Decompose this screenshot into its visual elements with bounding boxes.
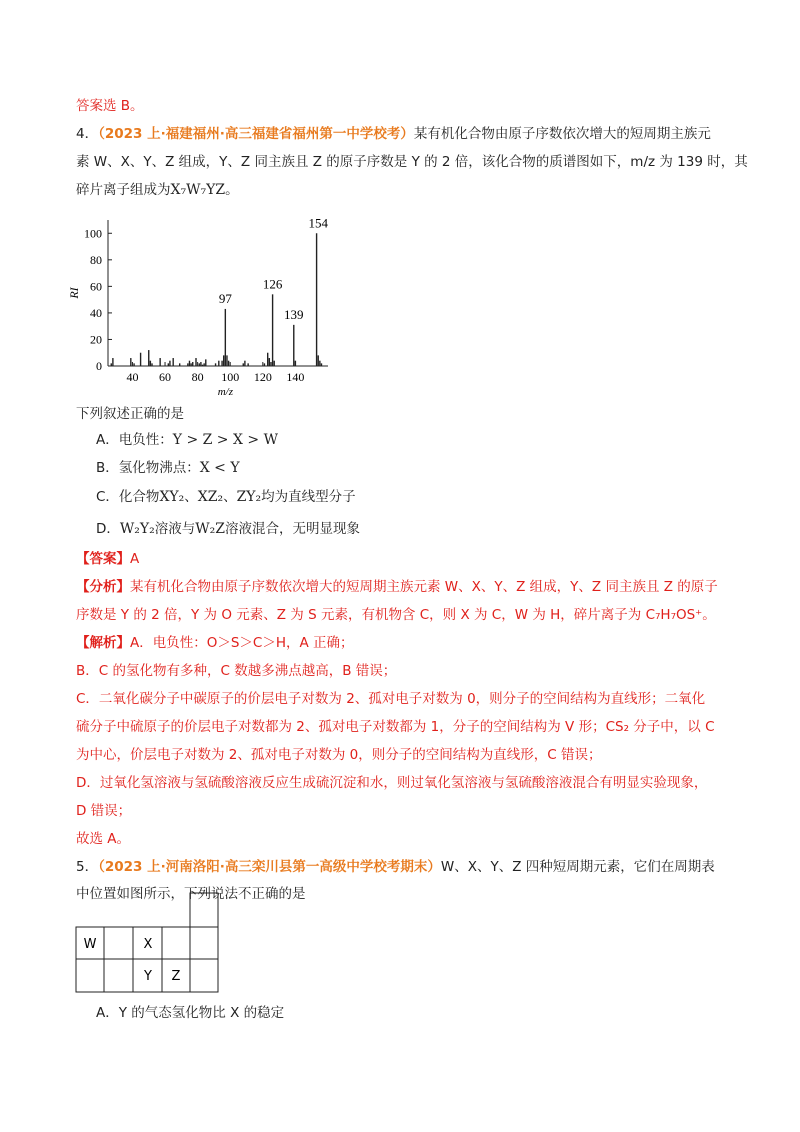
- q4-analysis-1: [76, 577, 718, 597]
- element-z: Z: [171, 969, 181, 984]
- y-tick-label: 40: [90, 305, 102, 320]
- x-tick-label: 100: [221, 370, 240, 384]
- y-axis-label: RI: [67, 287, 81, 299]
- q4-fragment-formula: X₇W₇YZ: [170, 182, 226, 198]
- q4-explain-d1: D．过氧化氢溶液与氢硫酸溶液反应生成硫沉淀和水，则过氧化氢溶液与氢硫酸溶液混合有明显实验现象，: [76, 775, 708, 791]
- q4-explain-c2: 硫分子中硫原子的价层电子对数都为 2、孤对电子对数都为 1，分子的空间结构为 V 形；CS₂ 分子中，以 C: [76, 719, 715, 735]
- q5-stem-2: 中位置如图所示，下列说法不正确的是: [76, 886, 306, 902]
- option-a-label: A．电负性：: [96, 432, 173, 448]
- x-tick-label: 120: [253, 370, 272, 384]
- option-d-mid: 溶液与: [154, 521, 196, 537]
- option-c-formula-2: XZ₂: [197, 489, 224, 505]
- option-d-formula-2: W₂Z: [195, 521, 225, 537]
- option-c-label: C．化合物: [96, 489, 160, 505]
- option-b-formula: X < Y: [199, 460, 240, 476]
- table-cell-r1c5: [190, 927, 218, 959]
- x-tick-label: 140: [286, 370, 305, 384]
- y-tick-label: 60: [90, 279, 102, 294]
- q4-prompt: 下列叙述正确的是: [76, 406, 184, 422]
- q4-number: 4．: [76, 126, 99, 142]
- peak-label: 154: [308, 215, 328, 231]
- q5-option-a[interactable]: A．Y 的气态氢化物比 X 的稳定: [96, 1005, 285, 1021]
- x-tick-label: 60: [159, 370, 172, 384]
- option-d-label: D．: [96, 521, 120, 537]
- q4-stem-3: 碎片离子组成为: [76, 182, 171, 198]
- option-b-label: B．氢化物沸点：: [96, 460, 200, 476]
- q4-option-d[interactable]: [96, 519, 360, 539]
- option-c-formula-1: XY₂: [159, 489, 185, 505]
- analysis-text-1: 某有机化合物由原子序数依次增大的短周期主族元素 W、X、Y、Z 组成，Y、Z 同主族且 Z 的原子: [130, 579, 718, 595]
- option-d-formula-1: W₂Y₂: [119, 521, 155, 537]
- q4-explain-d2: D 错误；: [76, 803, 132, 819]
- x-tick-label: 80: [191, 370, 204, 384]
- q5-stem-1: W、X、Y、Z 四种短周期元素，它们在周期表: [440, 859, 715, 875]
- q4-option-c[interactable]: [96, 487, 356, 507]
- peaks: [111, 233, 321, 366]
- q4-explain-c1: C．二氧化碳分子中碳原子的价层电子对数为 2、孤对电子对数为 0，则分子的空间结构为直线形；二氧化: [76, 691, 706, 707]
- q4-source: （2023 上·福建福州·高三福建省福州第一中学校考）: [98, 126, 414, 142]
- peak-label: 126: [262, 276, 283, 292]
- peak-label: 139: [284, 306, 304, 322]
- element-y: Y: [144, 969, 152, 984]
- q4-stem-line-1: [76, 124, 711, 144]
- option-c-sep-1: 、: [184, 489, 198, 505]
- q4-explain-b: B．C 的氢化物有多种，C 数越多沸点越高，B 错误；: [76, 663, 397, 679]
- q5-number: 5．: [76, 859, 99, 875]
- element-w: W: [83, 937, 97, 952]
- option-c-sep-2: 、: [223, 489, 237, 505]
- previous-answer: 答案选 B。: [76, 98, 144, 114]
- table-cell-r1c4: [162, 927, 190, 959]
- mass-spectrum-chart: [66, 212, 356, 404]
- q4-option-b[interactable]: [96, 458, 240, 478]
- table-cell-r1c2: [104, 927, 133, 959]
- option-c-end: 均为直线型分子: [261, 489, 356, 505]
- y-tick-label: 80: [90, 252, 102, 267]
- option-a-formula: Y > Z > X > W: [172, 432, 278, 448]
- periodic-table-fragment: [75, 892, 225, 994]
- table-cell-r2c2: [104, 959, 133, 992]
- analysis-tag: 【分析】: [76, 579, 130, 595]
- y-tick-label: 20: [90, 332, 102, 347]
- explain-a-text: A．电负性：O＞S＞C＞H，A 正确；: [130, 635, 354, 651]
- element-x: X: [143, 937, 153, 952]
- x-axis-label: m/z: [217, 386, 233, 398]
- q4-answer: [76, 549, 139, 569]
- y-tick-label: 0: [96, 359, 102, 373]
- q5-stem-line-1: [76, 857, 715, 877]
- option-d-end: 溶液混合，无明显现象: [225, 521, 360, 537]
- q5-source: （2023 上·河南洛阳·高三栾川县第一高级中学校考期末）: [98, 859, 441, 875]
- q4-stem-line-3: [76, 180, 239, 200]
- q4-stem-2: 素 W、X、Y、Z 组成，Y、Z 同主族且 Z 的原子序数是 Y 的 2 倍，该化合物的质谱图如下，m/z 为 139 时，其: [76, 154, 748, 170]
- peak-label: 97: [218, 290, 232, 306]
- q4-explain-a: [76, 633, 354, 653]
- answer-tag: 【答案】: [76, 551, 130, 567]
- q4-analysis-2: 序数是 Y 的 2 倍，Y 为 O 元素、Z 为 S 元素，有机物含 C，则 X 为 C，W 为 H，碎片离子为 C₇H₇OS⁺。: [76, 607, 716, 623]
- table-cell-r2c5: [190, 959, 218, 992]
- q4-stem-1: 某有机化合物由原子序数依次增大的短周期主族元: [413, 126, 711, 142]
- q4-stem-3-end: 。: [225, 182, 239, 198]
- q4-conclusion: 故选 A。: [76, 831, 131, 847]
- answer-value: A: [130, 551, 140, 567]
- table-cell-r2c1: [76, 959, 104, 992]
- explain-tag: 【解析】: [76, 635, 130, 651]
- peak-labels: [219, 215, 329, 322]
- y-tick-label: 100: [84, 226, 102, 241]
- q4-explain-c3: 为中心，价层电子对数为 2、孤对电子对数为 0，则分子的空间结构为直线形，C 错误；: [76, 747, 602, 763]
- x-tick-label: 40: [126, 370, 139, 384]
- option-c-formula-3: ZY₂: [236, 489, 262, 505]
- q4-option-a[interactable]: [96, 430, 278, 450]
- table-cell-top: [190, 893, 218, 927]
